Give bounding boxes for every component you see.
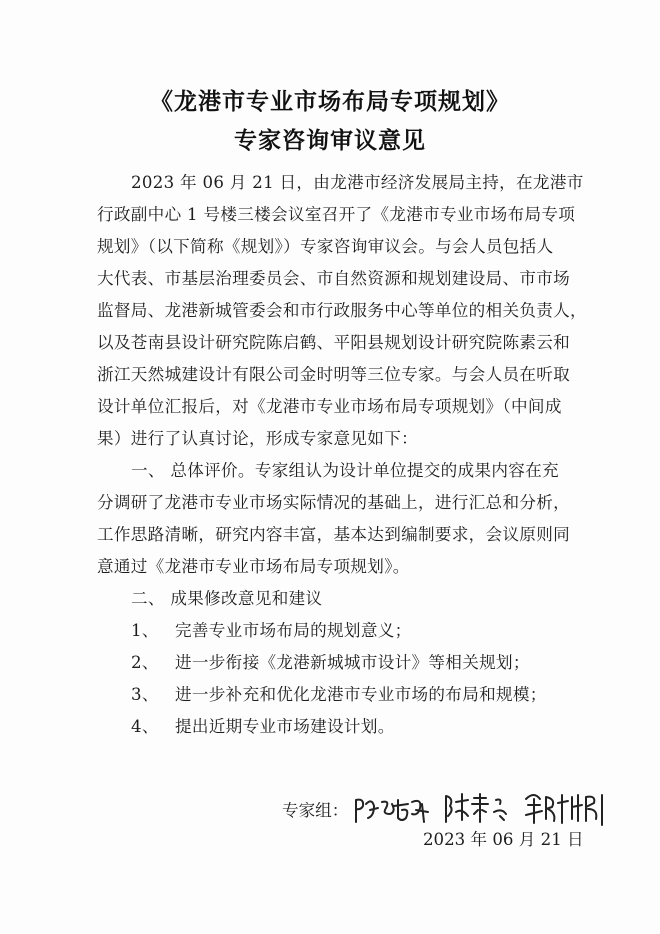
paragraph2-line: 意通过《龙港市专业市场布局专项规划》。 bbox=[97, 557, 410, 576]
paragraph1-line: 设计单位汇报后，对《龙港市专业市场布局专项规划》（中间成 bbox=[97, 397, 562, 416]
list-item-number: 1、 bbox=[131, 621, 159, 640]
list-item-text: 进一步补充和优化龙港市专业市场的布局和规模； bbox=[175, 685, 547, 704]
document-date: 2023 年 06 月 21 日 bbox=[423, 830, 584, 849]
paragraph2-line: 一、 总体评价。专家组认为设计单位提交的成果内容在充 bbox=[131, 461, 559, 480]
document-body bbox=[97, 167, 587, 743]
signature-2 bbox=[442, 790, 512, 828]
paragraph1-line: 规划》（以下简称《规划》）专家咨询审议会。与会人员包括人 bbox=[97, 237, 554, 256]
signature-row bbox=[282, 789, 620, 829]
list-item-text: 进一步衔接《龙港新城城市设计》等相关规划； bbox=[175, 653, 530, 672]
signature-1 bbox=[352, 792, 432, 826]
list-item bbox=[97, 647, 577, 679]
document-title: 《龙港市专业市场布局专项规划》 bbox=[150, 89, 510, 115]
paragraph1-line: 以及苍南县设计研究院陈启鹤、平阳县规划设计研究院陈素云和 bbox=[97, 333, 571, 352]
section2-heading: 二、 成果修改意见和建议 bbox=[131, 589, 323, 608]
paragraph1-line: 大代表、市基层治理委员会、市自然资源和规划建设局、市市场 bbox=[97, 269, 571, 288]
document-subtitle: 专家咨询审议意见 bbox=[234, 128, 426, 154]
list-item bbox=[97, 711, 577, 743]
list-item-number: 4、 bbox=[131, 717, 159, 736]
list-item-text: 提出近期专业市场建设计划。 bbox=[175, 717, 395, 736]
paragraph2-line: 工作思路清晰，研究内容丰富，基本达到编制要求，会议原则同 bbox=[97, 525, 571, 544]
paragraph2-line: 分调研了龙港市专业市场实际情况的基础上，进行汇总和分析， bbox=[97, 493, 571, 512]
paragraph1-line: 2023 年 06 月 21 日，由龙港市经济发展局主持，在龙港市 bbox=[131, 173, 584, 192]
list-item-number: 2、 bbox=[131, 653, 159, 672]
paragraph1-line: 浙江天然城建设计有限公司金时明等三位专家。与会人员在听取 bbox=[97, 365, 571, 384]
paragraph1-line: 果）进行了认真讨论，形成专家意见如下： bbox=[97, 429, 418, 448]
list-item bbox=[97, 615, 577, 647]
list-item bbox=[97, 679, 577, 711]
paragraph1-line: 行政副中心 1 号楼三楼会议室召开了《龙港市专业市场布局专项 bbox=[97, 205, 576, 224]
signature-3 bbox=[522, 789, 610, 829]
list-item-number: 3、 bbox=[131, 685, 159, 704]
paragraph1-line: 监督局、龙港新城管委会和市行政服务中心等单位的相关负责人， bbox=[97, 301, 587, 320]
list-item-text: 完善专业市场布局的规划意义； bbox=[175, 621, 412, 640]
signature-label: 专家组： bbox=[282, 801, 349, 820]
